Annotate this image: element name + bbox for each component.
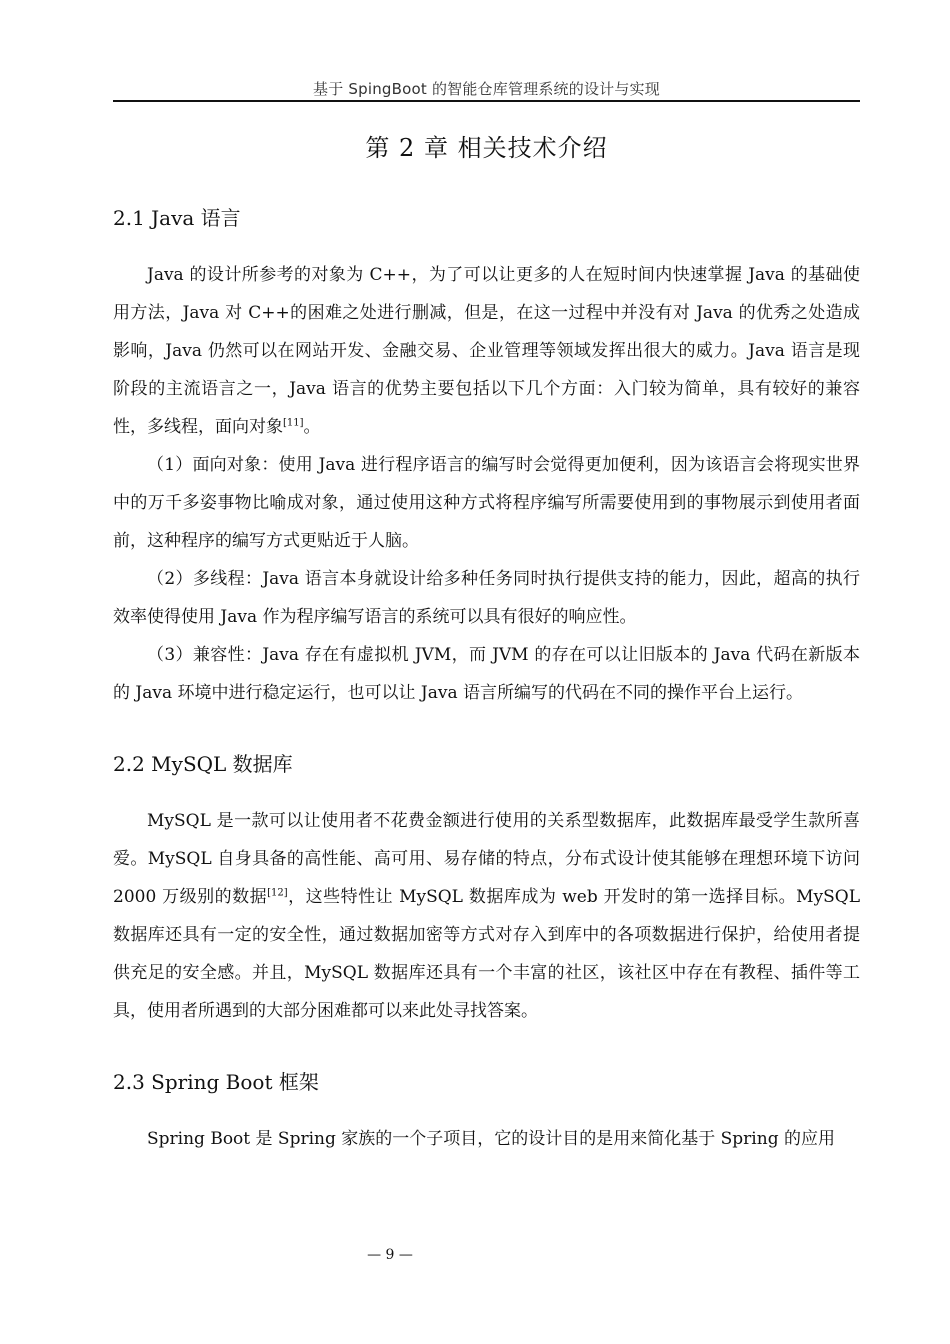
paragraph: （1）面向对象：使用 Java 进行程序语言的编写时会觉得更加便利，因为该语言会将现实世界中的万千多姿事物比喻成对象，通过使用这种方式将程序编写所需要使用到的事物展示到使用者面前，这种程序的编写方式更贴近于人脑。 bbox=[113, 455, 860, 551]
paragraph-text: ，这些特性让 MySQL 数据库成为 web 开发时的第一选择目标。MySQL 数据库还具有一定的安全性，通过数据加密等方式对存入到库中的各项数据进行保护，给使用者提供充足的安全感。并且，MySQL 数据库还具有一个丰富的社区，该社区中存在有教程、插件等工具，使用者所遇到的大部分困难都可以来此处寻找答案。 bbox=[113, 887, 860, 1021]
citation: [11] bbox=[283, 417, 304, 429]
paragraph-text: Java 的设计所参考的对象为 C++，为了可以让更多的人在短时间内快速掌握 Java 的基础使用方法，Java 对 C++的困难之处进行删减，但是，在这一过程中并没有对 Java 的优秀之处造成影响，Java 仍然可以在网站开发、金融交易、企业管理等领域发挥出很大的威力。Java 语言是现阶段的主流语言之一，Java 语言的优势主要包括以下几个方面：入门较为简单，具有较好的兼容性，多线程，面向对象 bbox=[113, 265, 860, 437]
paragraph: Spring Boot 是 Spring 家族的一个子项目，它的设计目的是用来简化基于 Spring 的应用 bbox=[147, 1129, 835, 1149]
paragraph bbox=[113, 802, 860, 1030]
page-number: — 9 — bbox=[367, 1247, 413, 1263]
section-mysql bbox=[113, 748, 860, 1030]
document-body bbox=[113, 200, 860, 1158]
section-title: 2.2 MySQL 数据库 bbox=[113, 752, 293, 776]
section-spring-boot bbox=[113, 1066, 860, 1158]
paragraph: （2）多线程：Java 语言本身就设计给多种任务同时执行提供支持的能力，因此，超高的执行效率使得使用 Java 作为程序编写语言的系统可以具有很好的响应性。 bbox=[113, 569, 860, 627]
paragraph-text: MySQL 是一款可以让使用者不花费金额进行使用的关系型数据库，此数据库最受学生款所喜爱。MySQL 自身具备的高性能、高可用、易存储的特点，分布式设计使其能够在理想环境下访问 2000 万级别的数据 bbox=[113, 811, 860, 907]
paragraph bbox=[113, 256, 860, 446]
section-title: 2.3 Spring Boot 框架 bbox=[113, 1070, 319, 1094]
running-header: 基于 SpingBoot 的智能仓库管理系统的设计与实现 bbox=[313, 80, 660, 98]
paragraph-text: 。 bbox=[303, 417, 321, 437]
chapter-title: 第 2 章 相关技术介绍 bbox=[365, 134, 608, 162]
header-rule bbox=[113, 100, 860, 102]
section-title: 2.1 Java 语言 bbox=[113, 206, 241, 230]
paragraph: （3）兼容性：Java 存在有虚拟机 JVM，而 JVM 的存在可以让旧版本的 Java 代码在新版本的 Java 环境中进行稳定运行，也可以让 Java 语言所编写的代码在不同的操作平台上运行。 bbox=[113, 645, 860, 703]
citation: [12] bbox=[267, 887, 288, 899]
section-java bbox=[113, 202, 860, 712]
